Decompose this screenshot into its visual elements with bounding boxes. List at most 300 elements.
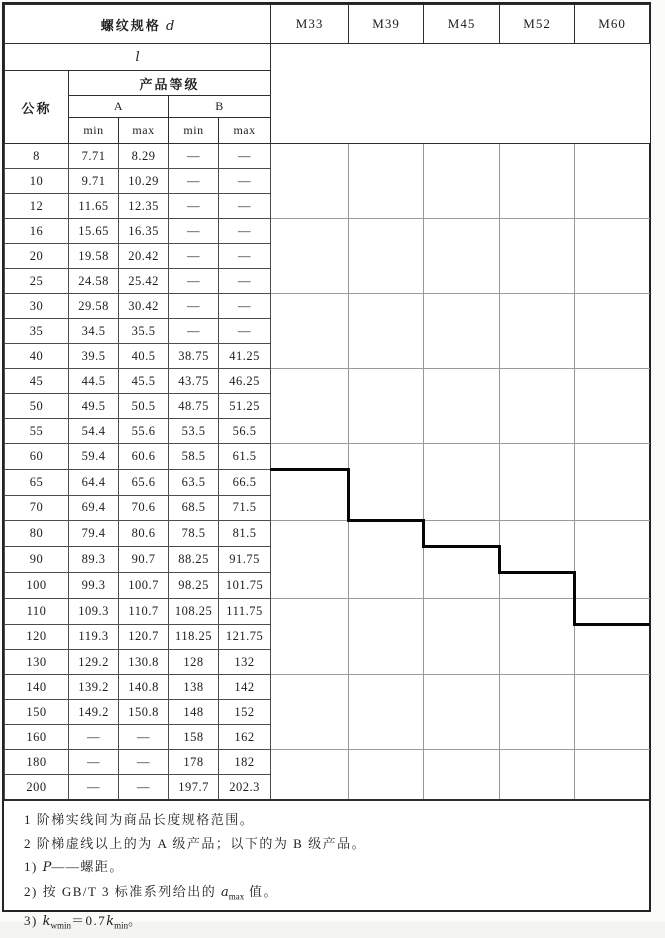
table-row — [5, 725, 650, 750]
grade-a-max-cell: 50.5 — [119, 394, 169, 419]
range-area-cell-m45 — [424, 650, 500, 675]
table-row — [5, 444, 650, 470]
grade-a-min-cell: 49.5 — [69, 394, 119, 419]
range-area-cell-m52 — [500, 521, 575, 547]
range-area-cell-m45 — [424, 495, 500, 521]
range-area-cell-m52 — [500, 344, 575, 369]
range-area-cell-m33 — [271, 675, 349, 700]
range-area-cell-m45 — [424, 219, 500, 244]
grade-b-max-cell: — — [219, 244, 271, 269]
table-row — [5, 521, 650, 547]
grade-a-max-cell: 45.5 — [119, 369, 169, 394]
nominal-length-cell: 50 — [5, 394, 69, 419]
table-row — [5, 244, 650, 269]
range-area-cell-m39 — [349, 725, 424, 750]
range-area-cell-m45 — [424, 750, 500, 775]
range-area-cell-m45 — [424, 269, 500, 294]
footnote-4: 2) 按 GB/T 3 标准系列给出的 $a_{max}$ 值。 — [24, 883, 278, 902]
grade-b-min-cell: — — [169, 169, 219, 194]
range-area-cell-m39 — [349, 750, 424, 775]
a-symbol: a — [220, 884, 229, 900]
grade-b-max-cell: 101.75 — [219, 572, 271, 598]
grade-a-max-cell: 10.29 — [119, 169, 169, 194]
range-area-cell-m52 — [500, 675, 575, 700]
range-area-cell-m39 — [349, 394, 424, 419]
nominal-length-cell: 25 — [5, 269, 69, 294]
grade-b-max-cell: 162 — [219, 725, 271, 750]
range-area-cell-m52 — [500, 470, 575, 496]
table-row — [5, 394, 650, 419]
range-area-cell-m33 — [271, 725, 349, 750]
nominal-length-cell: 55 — [5, 419, 69, 444]
grade-b-max-cell: 51.25 — [219, 394, 271, 419]
pitch-symbol: P — [42, 860, 52, 876]
grade-a-max-cell: 130.8 — [119, 650, 169, 675]
grade-a-max-cell: 110.7 — [119, 598, 169, 624]
table-row — [5, 675, 650, 700]
range-area-cell-m45 — [424, 344, 500, 369]
range-area-cell-m52 — [500, 775, 575, 801]
grade-a-min-cell: 39.5 — [69, 344, 119, 369]
grade-a-max-cell: 20.42 — [119, 244, 169, 269]
range-area-cell-m52 — [500, 319, 575, 344]
range-area-cell-m45 — [424, 725, 500, 750]
grade-a-min-cell: 99.3 — [69, 572, 119, 598]
range-area-cell-m60 — [575, 725, 650, 750]
grade-a-min-cell: 129.2 — [69, 650, 119, 675]
grade-b-min-cell: 128 — [169, 650, 219, 675]
range-area-cell-m39 — [349, 700, 424, 725]
range-area-cell-m39 — [349, 470, 424, 496]
range-area-cell-m45 — [424, 547, 500, 573]
size-header-m33: M33 — [271, 5, 349, 44]
grade-b-min-cell: 78.5 — [169, 521, 219, 547]
footnote-5: 3) $k_{wmin}=0.7k_{min}$。 — [24, 912, 143, 931]
grade-b-max-cell: 142 — [219, 675, 271, 700]
grade-b-min-cell: 108.25 — [169, 598, 219, 624]
grade-a-header: A — [69, 96, 169, 118]
range-area-cell-m33 — [271, 598, 349, 624]
range-area-cell-m52 — [500, 650, 575, 675]
grade-a-max-header: max — [119, 118, 169, 144]
grade-b-max-cell: 182 — [219, 750, 271, 775]
grade-a-min-cell: 149.2 — [69, 700, 119, 725]
grade-b-max-cell: — — [219, 194, 271, 219]
range-area-cell-m60 — [575, 572, 650, 598]
table-row — [5, 572, 650, 598]
grade-b-max-cell: 56.5 — [219, 419, 271, 444]
table-row — [5, 269, 650, 294]
range-area-cell-m33 — [271, 521, 349, 547]
range-area-cell-m39 — [349, 344, 424, 369]
range-area-cell-m60 — [575, 244, 650, 269]
range-area-cell-m45 — [424, 572, 500, 598]
nominal-length-cell: 160 — [5, 725, 69, 750]
grade-a-min-cell: 139.2 — [69, 675, 119, 700]
grade-a-max-cell: 8.29 — [119, 144, 169, 169]
range-area-cell-m39 — [349, 244, 424, 269]
table-row — [5, 144, 650, 169]
grade-a-min-cell: 44.5 — [69, 369, 119, 394]
grade-b-min-cell: 43.75 — [169, 369, 219, 394]
grade-b-min-cell: 48.75 — [169, 394, 219, 419]
range-header-band — [271, 44, 650, 144]
range-area-cell-m52 — [500, 572, 575, 598]
grade-a-min-cell: — — [69, 725, 119, 750]
grade-a-max-cell: 100.7 — [119, 572, 169, 598]
range-area-cell-m52 — [500, 294, 575, 319]
range-area-cell-m33 — [271, 470, 349, 496]
grade-a-min-cell: 34.5 — [69, 319, 119, 344]
length-symbol-header — [5, 44, 271, 71]
grade-a-min-cell: 64.4 — [69, 470, 119, 496]
nominal-length-cell: 35 — [5, 319, 69, 344]
nominal-length-cell: 30 — [5, 294, 69, 319]
range-area-cell-m45 — [424, 444, 500, 470]
grade-b-header: B — [169, 96, 271, 118]
table-row — [5, 344, 650, 369]
range-area-cell-m52 — [500, 144, 575, 169]
table-row — [5, 624, 650, 650]
grade-b-min-cell: 88.25 — [169, 547, 219, 573]
range-area-cell-m60 — [575, 344, 650, 369]
range-area-cell-m45 — [424, 624, 500, 650]
thread-spec-label: 螺纹规格 — [100, 17, 166, 33]
grade-b-max-cell: — — [219, 294, 271, 319]
range-area-cell-m39 — [349, 775, 424, 801]
nominal-length-cell: 140 — [5, 675, 69, 700]
grade-a-max-cell: 140.8 — [119, 675, 169, 700]
table-row — [5, 598, 650, 624]
footnotes — [4, 801, 649, 938]
grade-a-min-cell: 9.71 — [69, 169, 119, 194]
range-area-cell-m60 — [575, 775, 650, 801]
nominal-length-cell: 8 — [5, 144, 69, 169]
range-area-cell-m33 — [271, 294, 349, 319]
range-area-cell-m39 — [349, 269, 424, 294]
range-area-cell-m45 — [424, 319, 500, 344]
nominal-length-cell: 130 — [5, 650, 69, 675]
range-area-cell-m45 — [424, 521, 500, 547]
grade-a-max-cell: 25.42 — [119, 269, 169, 294]
range-area-cell-m60 — [575, 294, 650, 319]
table-row — [5, 700, 650, 725]
grade-b-max-cell: 121.75 — [219, 624, 271, 650]
grade-b-max-cell: 66.5 — [219, 470, 271, 496]
grade-b-min-cell: 118.25 — [169, 624, 219, 650]
length-symbol: l — [135, 50, 140, 65]
size-header-row — [5, 5, 650, 44]
range-area-cell-m60 — [575, 750, 650, 775]
range-area-cell-m52 — [500, 269, 575, 294]
grade-b-min-cell: 38.75 — [169, 344, 219, 369]
nominal-length-cell: 100 — [5, 572, 69, 598]
k-symbol: k — [42, 913, 51, 929]
range-area-cell-m52 — [500, 750, 575, 775]
grade-b-min-cell: — — [169, 319, 219, 344]
range-area-cell-m39 — [349, 169, 424, 194]
table-row — [5, 470, 650, 496]
grade-a-min-cell: 54.4 — [69, 419, 119, 444]
grade-a-min-cell: — — [69, 750, 119, 775]
range-area-cell-m39 — [349, 319, 424, 344]
grade-a-max-cell: 80.6 — [119, 521, 169, 547]
table-row — [5, 219, 650, 244]
range-area-cell-m33 — [271, 319, 349, 344]
grade-b-min-cell: — — [169, 269, 219, 294]
range-area-cell-m45 — [424, 470, 500, 496]
range-area-cell-m60 — [575, 219, 650, 244]
range-area-cell-m60 — [575, 319, 650, 344]
range-area-cell-m33 — [271, 169, 349, 194]
grade-a-min-cell: 59.4 — [69, 444, 119, 470]
nominal-length-cell: 90 — [5, 547, 69, 573]
grade-a-min-cell: 119.3 — [69, 624, 119, 650]
range-area-cell-m45 — [424, 598, 500, 624]
grade-b-max-cell: 132 — [219, 650, 271, 675]
grade-a-max-cell: 40.5 — [119, 344, 169, 369]
grade-b-min-cell: 138 — [169, 675, 219, 700]
range-area-cell-m45 — [424, 775, 500, 801]
table-row — [5, 169, 650, 194]
range-area-cell-m52 — [500, 394, 575, 419]
range-area-cell-m39 — [349, 547, 424, 573]
grade-a-max-cell: 150.8 — [119, 700, 169, 725]
grade-a-min-cell: — — [69, 775, 119, 801]
grade-b-max-cell: 111.75 — [219, 598, 271, 624]
table-row — [5, 319, 650, 344]
grade-b-min-cell: — — [169, 244, 219, 269]
range-area-cell-m60 — [575, 700, 650, 725]
range-area-cell-m52 — [500, 194, 575, 219]
range-area-cell-m33 — [271, 419, 349, 444]
nominal-length-cell: 70 — [5, 495, 69, 521]
grade-b-min-cell: 58.5 — [169, 444, 219, 470]
grade-b-max-cell: 71.5 — [219, 495, 271, 521]
range-area-cell-m33 — [271, 369, 349, 394]
nominal-length-cell: 12 — [5, 194, 69, 219]
grade-a-max-cell: 35.5 — [119, 319, 169, 344]
table-row — [5, 750, 650, 775]
nominal-length-cell: 180 — [5, 750, 69, 775]
grade-b-min-cell: — — [169, 219, 219, 244]
nominal-header: 公称 — [5, 71, 69, 144]
table-row — [5, 369, 650, 394]
grade-a-max-cell: — — [119, 775, 169, 801]
range-area-cell-m33 — [271, 650, 349, 675]
range-area-cell-m33 — [271, 572, 349, 598]
grade-b-max-cell: 202.3 — [219, 775, 271, 801]
footnote-3: 1) P——螺距。 — [24, 859, 124, 876]
range-area-cell-m45 — [424, 675, 500, 700]
grade-b-min-cell: 158 — [169, 725, 219, 750]
table-row — [5, 194, 650, 219]
range-area-cell-m60 — [575, 470, 650, 496]
table-row — [5, 650, 650, 675]
range-area-cell-m52 — [500, 444, 575, 470]
range-area-cell-m60 — [575, 521, 650, 547]
range-area-cell-m33 — [271, 394, 349, 419]
nominal-length-cell: 10 — [5, 169, 69, 194]
grade-a-max-cell: 16.35 — [119, 219, 169, 244]
footnote-2: 2 阶梯虚线以上的为 A 级产品；以下的为 B 级产品。 — [24, 835, 367, 851]
range-area-cell-m39 — [349, 294, 424, 319]
nominal-length-cell: 120 — [5, 624, 69, 650]
grade-a-max-cell: — — [119, 750, 169, 775]
range-area-cell-m52 — [500, 219, 575, 244]
range-area-cell-m60 — [575, 369, 650, 394]
table-outer-frame — [2, 2, 651, 931]
table-row — [5, 419, 650, 444]
nominal-length-cell: 200 — [5, 775, 69, 801]
range-area-cell-m39 — [349, 219, 424, 244]
range-area-cell-m33 — [271, 700, 349, 725]
grade-b-min-cell: 98.25 — [169, 572, 219, 598]
range-area-cell-m39 — [349, 369, 424, 394]
range-area-cell-m60 — [575, 675, 650, 700]
range-area-cell-m60 — [575, 169, 650, 194]
grade-b-min-cell: 53.5 — [169, 419, 219, 444]
range-area-cell-m39 — [349, 495, 424, 521]
thread-spec-header — [5, 5, 271, 44]
range-area-cell-m45 — [424, 169, 500, 194]
grade-b-min-header: min — [169, 118, 219, 144]
range-area-cell-m60 — [575, 144, 650, 169]
range-area-cell-m60 — [575, 444, 650, 470]
grade-b-max-header: max — [219, 118, 271, 144]
range-area-cell-m45 — [424, 419, 500, 444]
range-area-cell-m45 — [424, 700, 500, 725]
grade-a-max-cell: 120.7 — [119, 624, 169, 650]
range-area-cell-m39 — [349, 624, 424, 650]
range-area-cell-m39 — [349, 444, 424, 470]
range-area-cell-m33 — [271, 144, 349, 169]
grade-a-max-cell: 30.42 — [119, 294, 169, 319]
grade-b-max-cell: — — [219, 169, 271, 194]
grade-b-max-cell: — — [219, 219, 271, 244]
range-area-cell-m33 — [271, 344, 349, 369]
range-area-cell-m60 — [575, 269, 650, 294]
grade-a-min-cell: 7.71 — [69, 144, 119, 169]
range-area-cell-m60 — [575, 598, 650, 624]
grade-a-max-cell: 12.35 — [119, 194, 169, 219]
grade-a-max-cell: 65.6 — [119, 470, 169, 496]
range-area-cell-m39 — [349, 419, 424, 444]
range-area-cell-m33 — [271, 219, 349, 244]
range-area-cell-m52 — [500, 598, 575, 624]
range-area-cell-m45 — [424, 144, 500, 169]
grade-a-min-cell: 89.3 — [69, 547, 119, 573]
size-header-m39: M39 — [349, 5, 424, 44]
table-row — [5, 495, 650, 521]
range-area-cell-m60 — [575, 394, 650, 419]
grade-b-min-cell: 68.5 — [169, 495, 219, 521]
range-area-cell-m45 — [424, 369, 500, 394]
grade-b-max-cell: — — [219, 269, 271, 294]
range-area-cell-m60 — [575, 624, 650, 650]
range-area-cell-m52 — [500, 547, 575, 573]
range-area-cell-m39 — [349, 194, 424, 219]
grade-a-max-cell: 90.7 — [119, 547, 169, 573]
range-area-cell-m60 — [575, 650, 650, 675]
grade-a-min-cell: 109.3 — [69, 598, 119, 624]
range-area-cell-m33 — [271, 269, 349, 294]
nominal-length-cell: 65 — [5, 470, 69, 496]
grade-a-min-cell: 15.65 — [69, 219, 119, 244]
k-symbol-2: k — [106, 913, 115, 929]
range-area-cell-m45 — [424, 194, 500, 219]
nominal-length-cell: 60 — [5, 444, 69, 470]
grade-b-min-cell: 178 — [169, 750, 219, 775]
grade-b-min-cell: — — [169, 144, 219, 169]
grade-a-min-cell: 79.4 — [69, 521, 119, 547]
thread-spec-symbol: d — [166, 18, 175, 34]
range-area-cell-m33 — [271, 750, 349, 775]
range-area-cell-m52 — [500, 725, 575, 750]
grade-b-min-cell: 197.7 — [169, 775, 219, 801]
table-row — [5, 775, 650, 801]
range-area-cell-m33 — [271, 624, 349, 650]
grade-b-max-cell: 81.5 — [219, 521, 271, 547]
range-area-cell-m39 — [349, 144, 424, 169]
grade-a-min-cell: 24.58 — [69, 269, 119, 294]
grade-a-min-cell: 19.58 — [69, 244, 119, 269]
nominal-length-cell: 20 — [5, 244, 69, 269]
product-grade-header: 产品等级 — [69, 71, 271, 96]
range-area-cell-m33 — [271, 775, 349, 801]
grade-b-max-cell: — — [219, 319, 271, 344]
range-area-cell-m52 — [500, 700, 575, 725]
table-row — [5, 547, 650, 573]
grade-a-max-cell: — — [119, 725, 169, 750]
range-area-cell-m45 — [424, 294, 500, 319]
grade-b-min-cell: 63.5 — [169, 470, 219, 496]
grade-a-max-cell: 60.6 — [119, 444, 169, 470]
range-area-cell-m45 — [424, 394, 500, 419]
range-area-cell-m39 — [349, 598, 424, 624]
size-header-m52: M52 — [500, 5, 575, 44]
range-area-cell-m52 — [500, 624, 575, 650]
size-header-m60: M60 — [575, 5, 650, 44]
nominal-length-cell: 150 — [5, 700, 69, 725]
range-area-cell-m45 — [424, 244, 500, 269]
range-area-cell-m60 — [575, 419, 650, 444]
range-area-cell-m33 — [271, 194, 349, 219]
range-area-cell-m39 — [349, 572, 424, 598]
grade-b-max-cell: 46.25 — [219, 369, 271, 394]
grade-a-max-cell: 55.6 — [119, 419, 169, 444]
range-area-cell-m52 — [500, 169, 575, 194]
range-area-cell-m52 — [500, 419, 575, 444]
table-row — [5, 294, 650, 319]
range-area-cell-m33 — [271, 495, 349, 521]
nominal-length-cell: 110 — [5, 598, 69, 624]
range-area-cell-m60 — [575, 495, 650, 521]
grade-a-min-cell: 11.65 — [69, 194, 119, 219]
grade-a-min-cell: 29.58 — [69, 294, 119, 319]
grade-b-min-cell: — — [169, 294, 219, 319]
nominal-length-cell: 80 — [5, 521, 69, 547]
size-header-m45: M45 — [424, 5, 500, 44]
range-area-cell-m60 — [575, 547, 650, 573]
nominal-length-cell: 45 — [5, 369, 69, 394]
length-symbol-row — [5, 44, 650, 71]
range-area-cell-m52 — [500, 495, 575, 521]
grade-b-max-cell: 61.5 — [219, 444, 271, 470]
range-area-cell-m39 — [349, 521, 424, 547]
range-area-cell-m60 — [575, 194, 650, 219]
length-spec-table — [4, 4, 650, 801]
